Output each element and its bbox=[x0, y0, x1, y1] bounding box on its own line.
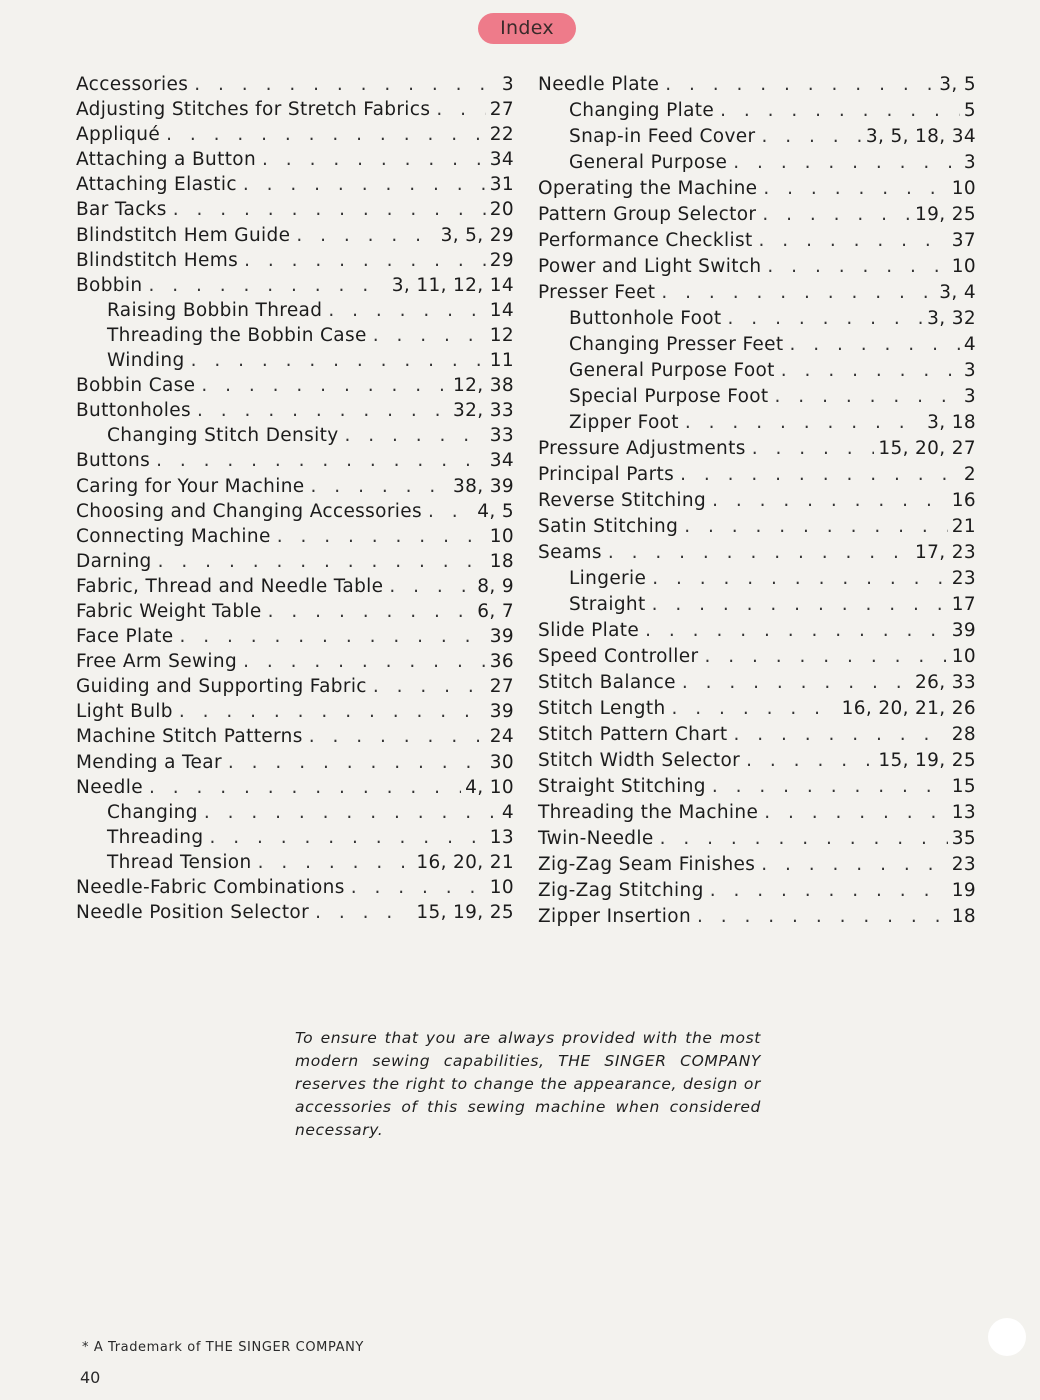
index-entry bbox=[538, 852, 976, 878]
entry-pages: 15 bbox=[951, 776, 976, 797]
index-subentry bbox=[538, 384, 976, 410]
entry-pages: 4, 5 bbox=[477, 500, 514, 522]
index-entry bbox=[538, 540, 976, 566]
entry-pages: 19, 25 bbox=[915, 204, 976, 225]
dot-leader bbox=[156, 448, 486, 473]
entry-label: Attaching Elastic bbox=[76, 174, 237, 196]
index-entry bbox=[76, 724, 514, 749]
dot-leader bbox=[767, 254, 947, 280]
index-column-left bbox=[76, 72, 514, 925]
index-subentry bbox=[538, 332, 976, 358]
entry-label: Satin Stitching bbox=[538, 516, 679, 537]
entry-pages: 10 bbox=[489, 525, 514, 547]
entry-pages: 3, 32 bbox=[927, 308, 976, 329]
entry-label: Threading the Bobbin Case bbox=[107, 324, 367, 346]
entry-pages: 21 bbox=[951, 516, 976, 537]
index-entry bbox=[76, 624, 514, 649]
index-subentry bbox=[538, 358, 976, 384]
dot-leader bbox=[243, 649, 486, 674]
entry-pages: 27 bbox=[489, 99, 514, 121]
entry-label: Stitch Balance bbox=[538, 672, 676, 693]
dot-leader bbox=[704, 644, 947, 670]
entry-label: Choosing and Changing Accessories bbox=[76, 500, 422, 522]
index-entry bbox=[76, 147, 514, 172]
index-entry bbox=[76, 398, 514, 423]
entry-label: Speed Controller bbox=[538, 646, 699, 667]
entry-label: Zipper Insertion bbox=[538, 906, 692, 927]
index-entry bbox=[538, 488, 976, 514]
index-entry bbox=[538, 462, 976, 488]
entry-pages: 36 bbox=[489, 651, 514, 673]
entry-pages: 23 bbox=[951, 854, 976, 875]
entry-pages: 37 bbox=[951, 230, 976, 251]
entry-pages: 29 bbox=[489, 249, 514, 271]
index-entry bbox=[538, 644, 976, 670]
index-entry bbox=[76, 223, 514, 248]
entry-label: Zig-Zag Stitching bbox=[538, 880, 704, 901]
entry-label: Threading bbox=[107, 826, 204, 848]
dot-leader bbox=[204, 800, 498, 825]
entry-pages: 19 bbox=[951, 880, 976, 901]
entry-label: Buttonhole Foot bbox=[569, 308, 722, 329]
entry-pages: 17, 23 bbox=[915, 542, 976, 563]
dot-leader bbox=[228, 750, 486, 775]
entry-label: Changing Stitch Density bbox=[107, 425, 339, 447]
entry-label: Buttons bbox=[76, 450, 151, 472]
entry-pages: 3 bbox=[963, 386, 976, 407]
dot-leader bbox=[328, 298, 485, 323]
entry-pages: 39 bbox=[489, 626, 514, 648]
entry-label: Pattern Group Selector bbox=[538, 204, 757, 225]
dot-leader bbox=[761, 124, 861, 150]
entry-label: General Purpose Foot bbox=[569, 360, 775, 381]
entry-pages: 20 bbox=[489, 199, 514, 221]
index-entry bbox=[538, 72, 976, 98]
entry-pages: 15, 19, 25 bbox=[878, 750, 976, 771]
dot-leader bbox=[149, 775, 461, 800]
index-entry bbox=[538, 722, 976, 748]
dot-leader bbox=[244, 248, 486, 273]
entry-pages: 28 bbox=[951, 724, 976, 745]
dot-leader bbox=[762, 202, 911, 228]
entry-label: Needle Plate bbox=[538, 74, 660, 95]
entry-pages: 3, 5, 29 bbox=[440, 224, 514, 246]
entry-pages: 5 bbox=[963, 100, 976, 121]
dot-leader bbox=[209, 825, 485, 850]
dot-leader bbox=[682, 670, 911, 696]
entry-pages: 31 bbox=[489, 174, 514, 196]
entry-pages: 15, 20, 27 bbox=[878, 438, 976, 459]
entry-pages: 27 bbox=[489, 676, 514, 698]
entry-pages: 12 bbox=[489, 324, 514, 346]
index-subentry bbox=[538, 124, 976, 150]
index-entry bbox=[76, 524, 514, 549]
entry-pages: 18 bbox=[489, 550, 514, 572]
dot-leader bbox=[775, 384, 960, 410]
index-subentry bbox=[538, 98, 976, 124]
dot-leader bbox=[436, 97, 485, 122]
dot-leader bbox=[781, 358, 960, 384]
entry-label: Slide Plate bbox=[538, 620, 640, 641]
entry-label: Presser Feet bbox=[538, 282, 656, 303]
dot-leader bbox=[315, 900, 412, 925]
entry-label: Operating the Machine bbox=[538, 178, 758, 199]
index-entry bbox=[538, 176, 976, 202]
entry-pages: 16, 20, 21 bbox=[416, 851, 514, 873]
index-entry bbox=[538, 774, 976, 800]
entry-label: Pressure Adjustments bbox=[538, 438, 746, 459]
entry-label: Threading the Machine bbox=[538, 802, 759, 823]
dot-leader bbox=[685, 410, 923, 436]
index-entry bbox=[538, 202, 976, 228]
entry-label: Bar Tacks bbox=[76, 199, 167, 221]
dot-leader bbox=[296, 223, 436, 248]
entry-label: Power and Light Switch bbox=[538, 256, 762, 277]
entry-pages: 13 bbox=[951, 802, 976, 823]
entry-label: Thread Tension bbox=[107, 851, 252, 873]
entry-label: Straight Stitching bbox=[538, 776, 706, 797]
entry-pages: 2 bbox=[963, 464, 976, 485]
entry-label: Buttonholes bbox=[76, 400, 192, 422]
dot-leader bbox=[197, 398, 449, 423]
dot-leader bbox=[728, 306, 924, 332]
entry-label: Needle Position Selector bbox=[76, 902, 310, 924]
index-subentry bbox=[538, 592, 976, 618]
index-entry bbox=[76, 775, 514, 800]
entry-pages: 4 bbox=[501, 801, 514, 823]
dot-leader bbox=[277, 524, 486, 549]
dot-leader bbox=[243, 172, 486, 197]
index-column-right bbox=[538, 72, 976, 930]
dot-leader bbox=[790, 332, 960, 358]
trademark-footnote: * A Trademark of THE SINGER COMPANY bbox=[82, 1340, 364, 1355]
dot-leader bbox=[712, 774, 948, 800]
entry-pages: 10 bbox=[489, 877, 514, 898]
entry-label: Stitch Length bbox=[538, 698, 666, 719]
entry-pages: 3 bbox=[501, 74, 514, 95]
dot-leader bbox=[720, 98, 960, 124]
entry-label: Blindstitch Hems bbox=[76, 249, 239, 271]
entry-label: Changing Plate bbox=[569, 100, 715, 121]
entry-label: Zig-Zag Seam Finishes bbox=[538, 854, 756, 875]
dot-leader bbox=[680, 462, 960, 488]
index-entry bbox=[538, 514, 976, 540]
index-entry bbox=[538, 696, 976, 722]
entry-label: Mending a Tear bbox=[76, 751, 222, 773]
dot-leader bbox=[697, 904, 948, 930]
dot-leader bbox=[179, 699, 486, 724]
dot-leader bbox=[351, 875, 486, 900]
entry-label: Special Purpose Foot bbox=[569, 386, 769, 407]
dot-leader bbox=[158, 549, 486, 574]
entry-label: Guiding and Supporting Fabric bbox=[76, 676, 367, 698]
entry-label: Raising Bobbin Thread bbox=[107, 299, 323, 321]
entry-label: Reverse Stitching bbox=[538, 490, 707, 511]
entry-label: Adjusting Stitches for Stretch Fabrics bbox=[76, 99, 431, 121]
index-subentry bbox=[76, 298, 514, 323]
dot-leader bbox=[179, 624, 485, 649]
dot-leader bbox=[752, 436, 875, 462]
entry-label: Seams bbox=[538, 542, 602, 563]
entry-pages: 14 bbox=[489, 299, 514, 321]
entry-pages: 16, 20, 21, 26 bbox=[841, 698, 976, 719]
entry-pages: 34 bbox=[489, 450, 514, 472]
dot-leader bbox=[173, 197, 486, 222]
dot-leader bbox=[672, 696, 838, 722]
dot-leader bbox=[652, 592, 948, 618]
index-entry bbox=[76, 674, 514, 699]
page-number: 40 bbox=[80, 1368, 101, 1387]
index-entry bbox=[76, 750, 514, 775]
index-entry bbox=[538, 254, 976, 280]
entry-label: Zipper Foot bbox=[569, 412, 679, 433]
index-entry bbox=[76, 875, 514, 900]
entry-pages: 6, 7 bbox=[477, 600, 514, 622]
index-entry bbox=[76, 574, 514, 599]
index-entry bbox=[76, 549, 514, 574]
index-subentry bbox=[76, 423, 514, 448]
dot-leader bbox=[373, 323, 486, 348]
index-entry bbox=[76, 248, 514, 273]
dot-leader bbox=[194, 72, 498, 97]
dot-leader bbox=[373, 674, 486, 699]
index-entry bbox=[76, 273, 514, 298]
index-entry bbox=[76, 649, 514, 674]
index-subentry bbox=[76, 825, 514, 850]
dot-leader bbox=[268, 599, 474, 624]
dot-leader bbox=[191, 348, 486, 373]
entry-label: Fabric, Thread and Needle Table bbox=[76, 575, 384, 597]
entry-pages: 23 bbox=[951, 568, 976, 589]
entry-pages: 11 bbox=[489, 350, 514, 372]
index-entry bbox=[76, 900, 514, 925]
index-subentry bbox=[76, 323, 514, 348]
index-entry bbox=[538, 618, 976, 644]
index-entry bbox=[76, 97, 514, 122]
index-subentry bbox=[76, 850, 514, 875]
entry-pages: 3, 11, 12, 14 bbox=[391, 274, 514, 296]
dot-leader bbox=[311, 474, 450, 499]
entry-pages: 16 bbox=[951, 490, 976, 511]
entry-label: Needle bbox=[76, 776, 143, 798]
entry-pages: 3, 5 bbox=[939, 74, 976, 95]
dot-leader bbox=[660, 826, 948, 852]
entry-pages: 18 bbox=[951, 906, 976, 927]
entry-pages: 34 bbox=[489, 149, 514, 171]
entry-pages: 24 bbox=[489, 726, 514, 748]
dot-leader bbox=[746, 748, 874, 774]
entry-pages: 4, 10 bbox=[465, 776, 514, 798]
entry-label: Winding bbox=[107, 350, 185, 372]
index-entry bbox=[538, 904, 976, 930]
entry-label: Caring for Your Machine bbox=[76, 475, 305, 497]
dot-leader bbox=[759, 228, 948, 254]
index-entry bbox=[76, 122, 514, 147]
dot-leader bbox=[684, 514, 948, 540]
dot-leader bbox=[763, 176, 947, 202]
index-entry bbox=[538, 748, 976, 774]
entry-label: Snap-in Feed Cover bbox=[569, 126, 756, 147]
entry-label: Free Arm Sewing bbox=[76, 651, 238, 673]
entry-label: Changing bbox=[107, 801, 198, 823]
entry-label: Straight bbox=[569, 594, 646, 615]
entry-label: Attaching a Button bbox=[76, 149, 257, 171]
dot-leader bbox=[645, 618, 948, 644]
entry-label: Performance Checklist bbox=[538, 230, 753, 251]
entry-pages: 3, 18 bbox=[927, 412, 976, 433]
index-entry bbox=[538, 826, 976, 852]
entry-pages: 10 bbox=[951, 256, 976, 277]
index-entry bbox=[538, 436, 976, 462]
dot-leader bbox=[733, 150, 960, 176]
dot-leader bbox=[652, 566, 948, 592]
entry-label: Lingerie bbox=[569, 568, 647, 589]
entry-pages: 26, 33 bbox=[915, 672, 976, 693]
dot-leader bbox=[258, 850, 413, 875]
dot-leader bbox=[309, 724, 486, 749]
entry-pages: 33 bbox=[489, 425, 514, 447]
entry-pages: 15, 19, 25 bbox=[416, 902, 514, 924]
dot-leader bbox=[665, 72, 935, 98]
dot-leader bbox=[148, 273, 387, 298]
entry-pages: 38, 39 bbox=[453, 475, 514, 497]
index-entry bbox=[76, 72, 514, 97]
index-subentry bbox=[76, 800, 514, 825]
entry-pages: 39 bbox=[951, 620, 976, 641]
dot-leader bbox=[761, 852, 947, 878]
entry-label: Appliqué bbox=[76, 124, 161, 146]
entry-pages: 39 bbox=[489, 701, 514, 723]
entry-pages: 3 bbox=[963, 152, 976, 173]
entry-label: Stitch Width Selector bbox=[538, 750, 741, 771]
dot-leader bbox=[345, 423, 486, 448]
dot-leader bbox=[428, 499, 473, 524]
index-subentry bbox=[538, 566, 976, 592]
entry-pages: 3 bbox=[963, 360, 976, 381]
dot-leader bbox=[389, 574, 473, 599]
entry-pages: 3, 4 bbox=[939, 282, 976, 303]
dot-leader bbox=[608, 540, 911, 566]
entry-label: Bobbin Case bbox=[76, 375, 196, 397]
entry-pages: 32, 33 bbox=[453, 400, 514, 422]
index-subentry bbox=[538, 410, 976, 436]
entry-label: Blindstitch Hem Guide bbox=[76, 224, 291, 246]
entry-label: Twin-Needle bbox=[538, 828, 654, 849]
index-entry bbox=[538, 280, 976, 306]
entry-pages: 10 bbox=[951, 646, 976, 667]
entry-pages: 17 bbox=[951, 594, 976, 615]
index-entry bbox=[538, 228, 976, 254]
dot-leader bbox=[201, 373, 449, 398]
dot-leader bbox=[262, 147, 486, 172]
entry-pages: 22 bbox=[489, 124, 514, 146]
index-entry bbox=[76, 699, 514, 724]
entry-label: Face Plate bbox=[76, 626, 174, 648]
entry-pages: 35 bbox=[951, 828, 976, 849]
dot-leader bbox=[166, 122, 486, 147]
index-entry bbox=[76, 474, 514, 499]
entry-pages: 30 bbox=[489, 751, 514, 773]
entry-label: Accessories bbox=[76, 74, 189, 95]
entry-pages: 10 bbox=[951, 178, 976, 199]
dot-leader bbox=[712, 488, 948, 514]
index-entry bbox=[76, 599, 514, 624]
dot-leader bbox=[710, 878, 948, 904]
entry-label: Needle-Fabric Combinations bbox=[76, 877, 345, 898]
entry-label: Changing Presser Feet bbox=[569, 334, 784, 355]
index-subentry bbox=[76, 348, 514, 373]
index-entry bbox=[538, 670, 976, 696]
entry-pages: 4 bbox=[963, 334, 976, 355]
entry-label: Principal Parts bbox=[538, 464, 675, 485]
entry-label: Connecting Machine bbox=[76, 525, 271, 547]
index-entry bbox=[76, 499, 514, 524]
entry-pages: 8, 9 bbox=[477, 575, 514, 597]
index-entry bbox=[76, 172, 514, 197]
entry-label: General Purpose bbox=[569, 152, 728, 173]
index-subentry bbox=[538, 150, 976, 176]
entry-label: Bobbin bbox=[76, 274, 143, 296]
entry-label: Darning bbox=[76, 550, 152, 572]
index-entry bbox=[538, 800, 976, 826]
company-notice: To ensure that you are always provided with the most modern sewing capabilities, THE SINGER COMPANY reserves the right to change the appearance, design or accessories of this sewing machine when considered necessary. bbox=[295, 1029, 761, 1139]
entry-pages: 3, 5, 18, 34 bbox=[865, 126, 976, 147]
entry-pages: 13 bbox=[489, 826, 514, 848]
entry-label: Fabric Weight Table bbox=[76, 600, 262, 622]
entry-pages: 12, 38 bbox=[453, 375, 514, 397]
corner-mark bbox=[988, 1318, 1026, 1356]
entry-label: Light Bulb bbox=[76, 701, 173, 723]
index-entry bbox=[76, 448, 514, 473]
index-entry bbox=[538, 878, 976, 904]
index-entry bbox=[76, 197, 514, 222]
entry-label: Machine Stitch Patterns bbox=[76, 726, 303, 748]
index-subentry bbox=[538, 306, 976, 332]
dot-leader bbox=[733, 722, 947, 748]
dot-leader bbox=[764, 800, 948, 826]
index-badge: Index bbox=[478, 13, 576, 44]
entry-label: Stitch Pattern Chart bbox=[538, 724, 728, 745]
index-entry bbox=[76, 373, 514, 398]
dot-leader bbox=[661, 280, 935, 306]
